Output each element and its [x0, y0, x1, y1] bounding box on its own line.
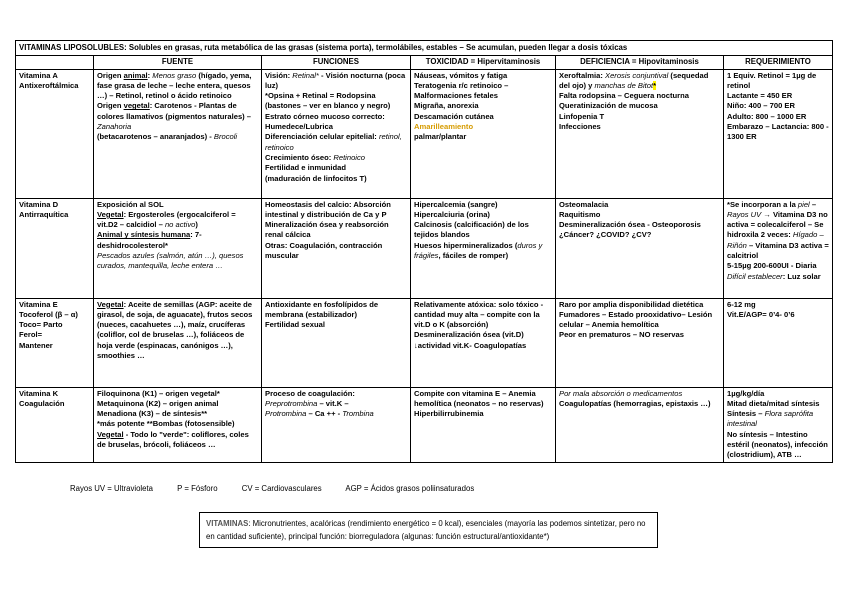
text-segment: Zanahoria — [97, 122, 132, 132]
text-segment: Pescados azules (salmón, atún …), quesos curados, mantequilla, leche entera … — [97, 251, 244, 271]
text-segment: Diferenciación celular epitelial: — [265, 132, 379, 142]
text-segment: vegetal — [123, 101, 150, 111]
deficiencia-line — [559, 101, 720, 111]
text-segment: Metaquinona (K2) – origen animal — [97, 398, 219, 408]
legend-item: P = Fósforo — [177, 484, 218, 493]
toxicidad-line — [414, 71, 552, 81]
text-segment: Adulto: 800 – 1000 ER — [727, 111, 807, 121]
funciones-line — [265, 389, 407, 399]
toxicidad-line — [414, 101, 552, 111]
text-segment: Origen — [97, 101, 124, 111]
text-segment: Raquitismo — [559, 209, 601, 219]
text-segment: Relativamente atóxica: solo tóxico - cantidad muy alta – compite con la vit.D o K (absorción) — [414, 299, 544, 330]
vitamin-name-line: Mantener — [19, 340, 53, 350]
deficiencia-line — [559, 230, 720, 240]
vitamins-table — [15, 40, 833, 463]
text-segment: *Opsina + Retinal = Rodopsina (bastones – ver en blanco y negro) — [265, 91, 391, 111]
requerimiento-line — [727, 91, 829, 101]
text-segment: Filoquinona (K1) – origen vegetal* — [97, 388, 220, 398]
text-segment: piel — [797, 199, 810, 209]
text-segment: No síntesis – Intestino estéril (neonatos), infección (clostridium), ATB … — [727, 429, 828, 460]
text-segment: Mineralización ósea y reabsorción renal cálcica — [265, 220, 389, 240]
text-segment: Compite con vitamina E – Anemia hemolítica (neonatos – no reservas) — [414, 388, 544, 408]
deficiencia-line — [559, 399, 720, 409]
legend — [70, 484, 496, 493]
deficiencia-line — [559, 200, 720, 210]
table-row — [16, 387, 833, 462]
text-segment: 1 Equiv. Retinol = 1µg de retinol — [727, 70, 817, 90]
fuente-line — [97, 419, 258, 429]
vitamin-name-line: Vitamina K — [19, 388, 59, 398]
text-segment: Vit.E/AGP= 0’4- 0’6 — [727, 309, 795, 319]
requerimiento-cell — [724, 298, 833, 387]
funciones-cell — [262, 69, 411, 198]
vitamin-name-line: Antirraquítica — [19, 209, 69, 219]
table-header-row — [16, 56, 833, 69]
toxicidad-line — [414, 389, 552, 410]
text-segment: Descamación cutánea — [414, 111, 494, 121]
deficiencia-cell — [556, 387, 724, 462]
text-segment: Por mala absorción o medicamentos — [559, 388, 683, 398]
text-segment: manchas de Bitot — [594, 80, 654, 90]
text-segment: Visión: — [265, 70, 293, 80]
text-segment: (maduración de linfocitos T) — [265, 173, 367, 183]
deficiencia-cell — [556, 298, 724, 387]
text-segment: Embarazo – Lactancia: 800 - 1300 ER — [727, 122, 829, 142]
fuente-line — [97, 71, 258, 102]
text-segment: palmar/plantar — [414, 132, 467, 142]
requerimiento-line — [727, 261, 829, 271]
funciones-cell — [262, 298, 411, 387]
fuente-cell — [94, 198, 262, 298]
deficiencia-line — [559, 389, 720, 399]
toxicidad-line — [414, 330, 552, 340]
text-segment: : Ergosteroles (ergocalciferol = vit.D2 – calcidiol – — [97, 209, 236, 230]
table-title: VITAMINAS LIPOSOLUBLES: Solubles en grasas, ruta metabólica de las grasas (sistema porta), termolábiles, estables – Se acumulan, pueden llegar a dosis tóxicas — [16, 41, 833, 56]
text-segment: Infecciones — [559, 122, 601, 132]
funciones-line — [265, 320, 407, 330]
text-segment: Fertilidad e inmunidad — [265, 163, 347, 173]
toxicidad-line — [414, 132, 552, 142]
toxicidad-line — [414, 300, 552, 331]
deficiencia-cell — [556, 198, 724, 298]
fuente-line — [97, 409, 258, 419]
text-segment: Teratogenia r/c retinoico – Malformaciones fetales — [414, 80, 509, 101]
funciones-line — [265, 132, 407, 153]
text-segment: Origen — [97, 70, 124, 80]
vitamin-name-cell — [16, 198, 94, 298]
requerimiento-line — [727, 122, 829, 143]
table-row — [16, 198, 833, 298]
text-segment: animal — [123, 70, 148, 80]
fuente-line — [97, 101, 258, 132]
vitamins-table-wrapper — [15, 40, 832, 463]
funciones-line — [265, 399, 407, 409]
deficiencia-line — [559, 210, 720, 220]
requerimiento-line — [727, 272, 829, 282]
text-segment: Brocoli — [213, 132, 238, 142]
funciones-line — [265, 300, 407, 321]
requerimiento-line — [727, 409, 829, 430]
funciones-line — [265, 409, 407, 419]
header-toxicidad: TOXICIDAD = Hipervitaminosis — [411, 56, 556, 69]
text-segment: Proceso de coagulación: — [265, 388, 355, 398]
text-segment: Fertilidad sexual — [265, 320, 325, 330]
fuente-cell — [94, 298, 262, 387]
fuente-line — [97, 251, 258, 272]
toxicidad-line — [414, 200, 552, 210]
text-segment: *más potente **Bombas (fotosensible) — [97, 419, 235, 429]
text-segment: Protrombina — [265, 409, 307, 419]
text-segment: 6-12 mg — [727, 299, 756, 309]
text-segment: Exposición al SOL — [97, 199, 164, 209]
text-segment: Huesos hipermineralizados ( — [414, 240, 518, 250]
text-segment: Difícil establecer — [727, 271, 783, 281]
text-segment: Hipercalciuria (orina) — [414, 209, 490, 219]
text-segment: Desmineralización ósea - Osteoporosis — [559, 220, 701, 230]
text-segment: – vit.K – — [317, 398, 349, 408]
deficiencia-line — [559, 91, 720, 101]
note-text: : Micronutrientes, acalóricas (rendimiento energético = 0 kcal), esenciales (mayoría las podemos sintetizar, pero no en cantidad suficiente), principal función: biorreguladora (algunas: función estructural/antioxidante*) — [206, 519, 646, 541]
text-segment: (betacarotenos – anaranjados) - — [97, 132, 214, 142]
text-segment: : Luz solar — [782, 271, 821, 281]
header-empty — [16, 56, 94, 69]
text-segment: Linfopenia T — [559, 111, 605, 121]
text-segment: Queratinización de mucosa — [559, 101, 658, 111]
text-segment: , fáciles de romper) — [438, 251, 509, 261]
fuente-line — [97, 200, 258, 210]
funciones-line — [265, 163, 407, 173]
text-segment: retinol, retinoico — [265, 132, 402, 152]
requerimiento-cell — [724, 198, 833, 298]
fuente-line — [97, 230, 258, 251]
toxicidad-line — [414, 112, 552, 122]
fuente-line — [97, 132, 258, 142]
text-segment: Peor en prematuros – NO reservas — [559, 330, 684, 340]
toxicidad-cell — [411, 69, 556, 198]
requerimiento-line — [727, 310, 829, 320]
text-segment: Náuseas, vómitos y fatiga — [414, 70, 508, 80]
text-segment: Fumadores – Estado prooxidativo– Lesión celular – Anemia hemolítica — [559, 309, 713, 330]
vitamin-name-line: Coagulación — [19, 398, 65, 408]
text-segment: – — [809, 199, 817, 209]
legend-item: Rayos UV = Ultravioleta — [70, 484, 153, 493]
vitamin-name-line: Toco= Parto — [19, 320, 63, 330]
text-segment: Retinal* — [292, 70, 319, 80]
text-segment: : 7-deshidrocolesterol* — [97, 230, 202, 250]
funciones-line — [265, 200, 407, 221]
text-segment: Xeroftalmia: — [559, 70, 605, 80]
fuente-cell — [94, 387, 262, 462]
text-segment: Raro por amplia disponibilidad dietética — [559, 299, 704, 309]
vitamin-name-line: Tocoferol (β – α) — [19, 309, 78, 319]
vitamin-name-line: Antixeroftálmica — [19, 80, 79, 90]
requerimiento-line — [727, 101, 829, 111]
text-segment: → Vitamina D3 no activa = colecalciferol – Se hidroxila 2 veces: — [727, 209, 828, 240]
legend-item: AGP = Ácidos grasos poliinsaturados — [345, 484, 475, 493]
funciones-line — [265, 71, 407, 92]
funciones-line — [265, 112, 407, 133]
text-segment: Xerosis conjuntival — [605, 70, 669, 80]
toxicidad-line — [414, 241, 552, 262]
toxicidad-cell — [411, 198, 556, 298]
text-segment: Amarilleamiento — [414, 122, 474, 132]
deficiencia-line — [559, 122, 720, 132]
text-segment: Preprotrombina — [265, 398, 318, 408]
text-segment: (sequedad del ojo) y — [559, 70, 709, 90]
text-segment: Falta rodopsina – Ceguera nocturna — [559, 91, 689, 101]
text-segment: ¿Cáncer? ¿COVID? ¿CV? — [559, 230, 652, 240]
text-segment: Vegetal — [97, 299, 124, 309]
toxicidad-cell — [411, 387, 556, 462]
funciones-line — [265, 91, 407, 112]
text-segment: Mitad dieta/mitad síntesis — [727, 398, 820, 408]
fuente-line — [97, 300, 258, 362]
deficiencia-line — [559, 220, 720, 230]
text-segment: Osteomalacia — [559, 199, 609, 209]
requerimiento-line — [727, 300, 829, 310]
text-segment: Hígado – Riñón — [727, 230, 824, 250]
table-row — [16, 298, 833, 387]
table-body — [16, 69, 833, 462]
text-segment: Crecimiento óseo: — [265, 152, 334, 162]
funciones-line — [265, 153, 407, 163]
text-segment: Antioxidante en fosfolípidos de membrana (estabilizador) — [265, 299, 379, 319]
deficiencia-line — [559, 310, 720, 331]
text-segment: 1µg/kg/día — [727, 388, 765, 398]
text-segment: Menadiona (K3) – de síntesis** — [97, 409, 208, 419]
requerimiento-cell — [724, 387, 833, 462]
header-fuente: FUENTE — [94, 56, 262, 69]
text-segment: Trombina — [342, 409, 374, 419]
toxicidad-line — [414, 210, 552, 220]
fuente-line — [97, 399, 258, 409]
deficiencia-line — [559, 71, 720, 92]
text-segment: Animal y síntesis humana — [97, 230, 191, 240]
toxicidad-line — [414, 81, 552, 102]
toxicidad-line — [414, 220, 552, 241]
text-segment: : Carotenos - Plantas de colores llamativos (pigmentos naturales) – — [97, 101, 252, 121]
requerimiento-line — [727, 200, 829, 262]
text-segment: – Vitamina D3 activa = calcitriol — [727, 240, 829, 261]
vitamin-name-line: Vitamina D — [19, 199, 59, 209]
text-segment: Otras: Coagulación, contracción muscular — [265, 240, 383, 261]
fuente-line — [97, 430, 258, 451]
toxicidad-line — [414, 409, 552, 419]
header-deficiencia: DEFICIENCIA = Hipovitaminosis — [556, 56, 724, 69]
text-segment: Desmineralización ósea (vit.D) — [414, 330, 524, 340]
text-segment: ) — [195, 220, 198, 230]
text-segment: – Ca ++ - — [306, 409, 343, 419]
requerimiento-line — [727, 430, 829, 461]
deficiencia-line — [559, 112, 720, 122]
text-segment: Vegetal — [97, 429, 124, 439]
vitamin-name-cell — [16, 69, 94, 198]
text-segment: : — [147, 70, 153, 80]
fuente-line — [97, 210, 258, 231]
header-requerimiento: REQUERIMIENTO — [724, 56, 833, 69]
fuente-cell — [94, 69, 262, 198]
requerimiento-line — [727, 112, 829, 122]
text-segment: Estrato córneo mucoso correcto: Humedece/Lubrica — [265, 111, 385, 132]
text-segment: Menos graso — [152, 70, 197, 80]
fuente-line — [97, 389, 258, 399]
text-segment: - Visión nocturna (poca luz) — [265, 70, 406, 90]
vitamin-name-cell — [16, 387, 94, 462]
deficiencia-line — [559, 300, 720, 310]
text-segment: Lactante = 450 ER — [727, 91, 793, 101]
text-segment: Homeostasis del calcio: Absorción intestinal y distribución de Ca y P — [265, 199, 391, 219]
funciones-line — [265, 241, 407, 262]
vitamin-name-line: Vitamina E — [19, 299, 58, 309]
text-segment: (hígado, yema, fase grasa de leche – leche entera, quesos …) – Retinol, retinol o ácido retinoico — [97, 70, 252, 101]
text-segment: : Aceite de semillas (AGP: aceite de girasol, de soja, de aguacate), frutos secos (nueces, cacahuetes …), maíz, crucíferas (coliflor, col de bruselas …), foliáceos de hoja verde (espinacas, canónigos …), smoothies … — [97, 299, 253, 361]
text-segment: * — [653, 80, 657, 90]
text-segment: Flora saprófita intestinal — [727, 409, 814, 429]
text-segment: duros y frágiles — [414, 240, 543, 261]
table-title-row — [16, 41, 833, 56]
funciones-cell — [262, 198, 411, 298]
text-segment: 5-15µg 200-600UI - Diaria — [727, 261, 817, 271]
text-segment: Hiperbilirrubinemia — [414, 409, 484, 419]
requerimiento-cell — [724, 69, 833, 198]
vitamin-name-line: Vitamina A — [19, 70, 58, 80]
vitamin-name-cell — [16, 298, 94, 387]
deficiencia-line — [559, 330, 720, 340]
table-row — [16, 69, 833, 198]
text-segment: Síntesis – — [727, 409, 765, 419]
text-segment: ↓actividad vit.K- Coagulopatías — [414, 340, 527, 350]
toxicidad-line — [414, 341, 552, 351]
text-segment: Migraña, anorexia — [414, 101, 479, 111]
text-segment: Retinoico — [333, 152, 366, 162]
funciones-cell — [262, 387, 411, 462]
note-lead: VITAMINAS — [206, 519, 249, 528]
funciones-line — [265, 220, 407, 241]
requerimiento-line — [727, 389, 829, 399]
deficiencia-cell — [556, 69, 724, 198]
vitamin-name-line: Ferol= — [19, 330, 43, 340]
text-segment: Niño: 400 – 700 ER — [727, 101, 795, 111]
requerimiento-line — [727, 71, 829, 92]
text-segment: Rayos UV — [727, 209, 762, 219]
vitamins-definition-note — [199, 512, 658, 548]
text-segment: no activo — [164, 220, 196, 230]
text-segment: Calcinosis (calcificación) de los tejidos blandos — [414, 220, 529, 240]
text-segment: Coagulopatías (hemorragias, epistaxis …) — [559, 398, 711, 408]
text-segment: Vegetal — [97, 209, 124, 219]
requerimiento-line — [727, 399, 829, 409]
funciones-line — [265, 174, 407, 184]
text-segment: - Todo lo "verde": coliflores, coles de bruselas, brócoli, foliáceos … — [97, 429, 249, 450]
header-funciones: FUNCIONES — [262, 56, 411, 69]
text-segment: Hipercalcemia (sangre) — [414, 199, 498, 209]
toxicidad-cell — [411, 298, 556, 387]
toxicidad-line — [414, 122, 552, 132]
legend-item: CV = Cardiovasculares — [241, 484, 322, 493]
text-segment: *Se incorporan a la — [727, 199, 798, 209]
